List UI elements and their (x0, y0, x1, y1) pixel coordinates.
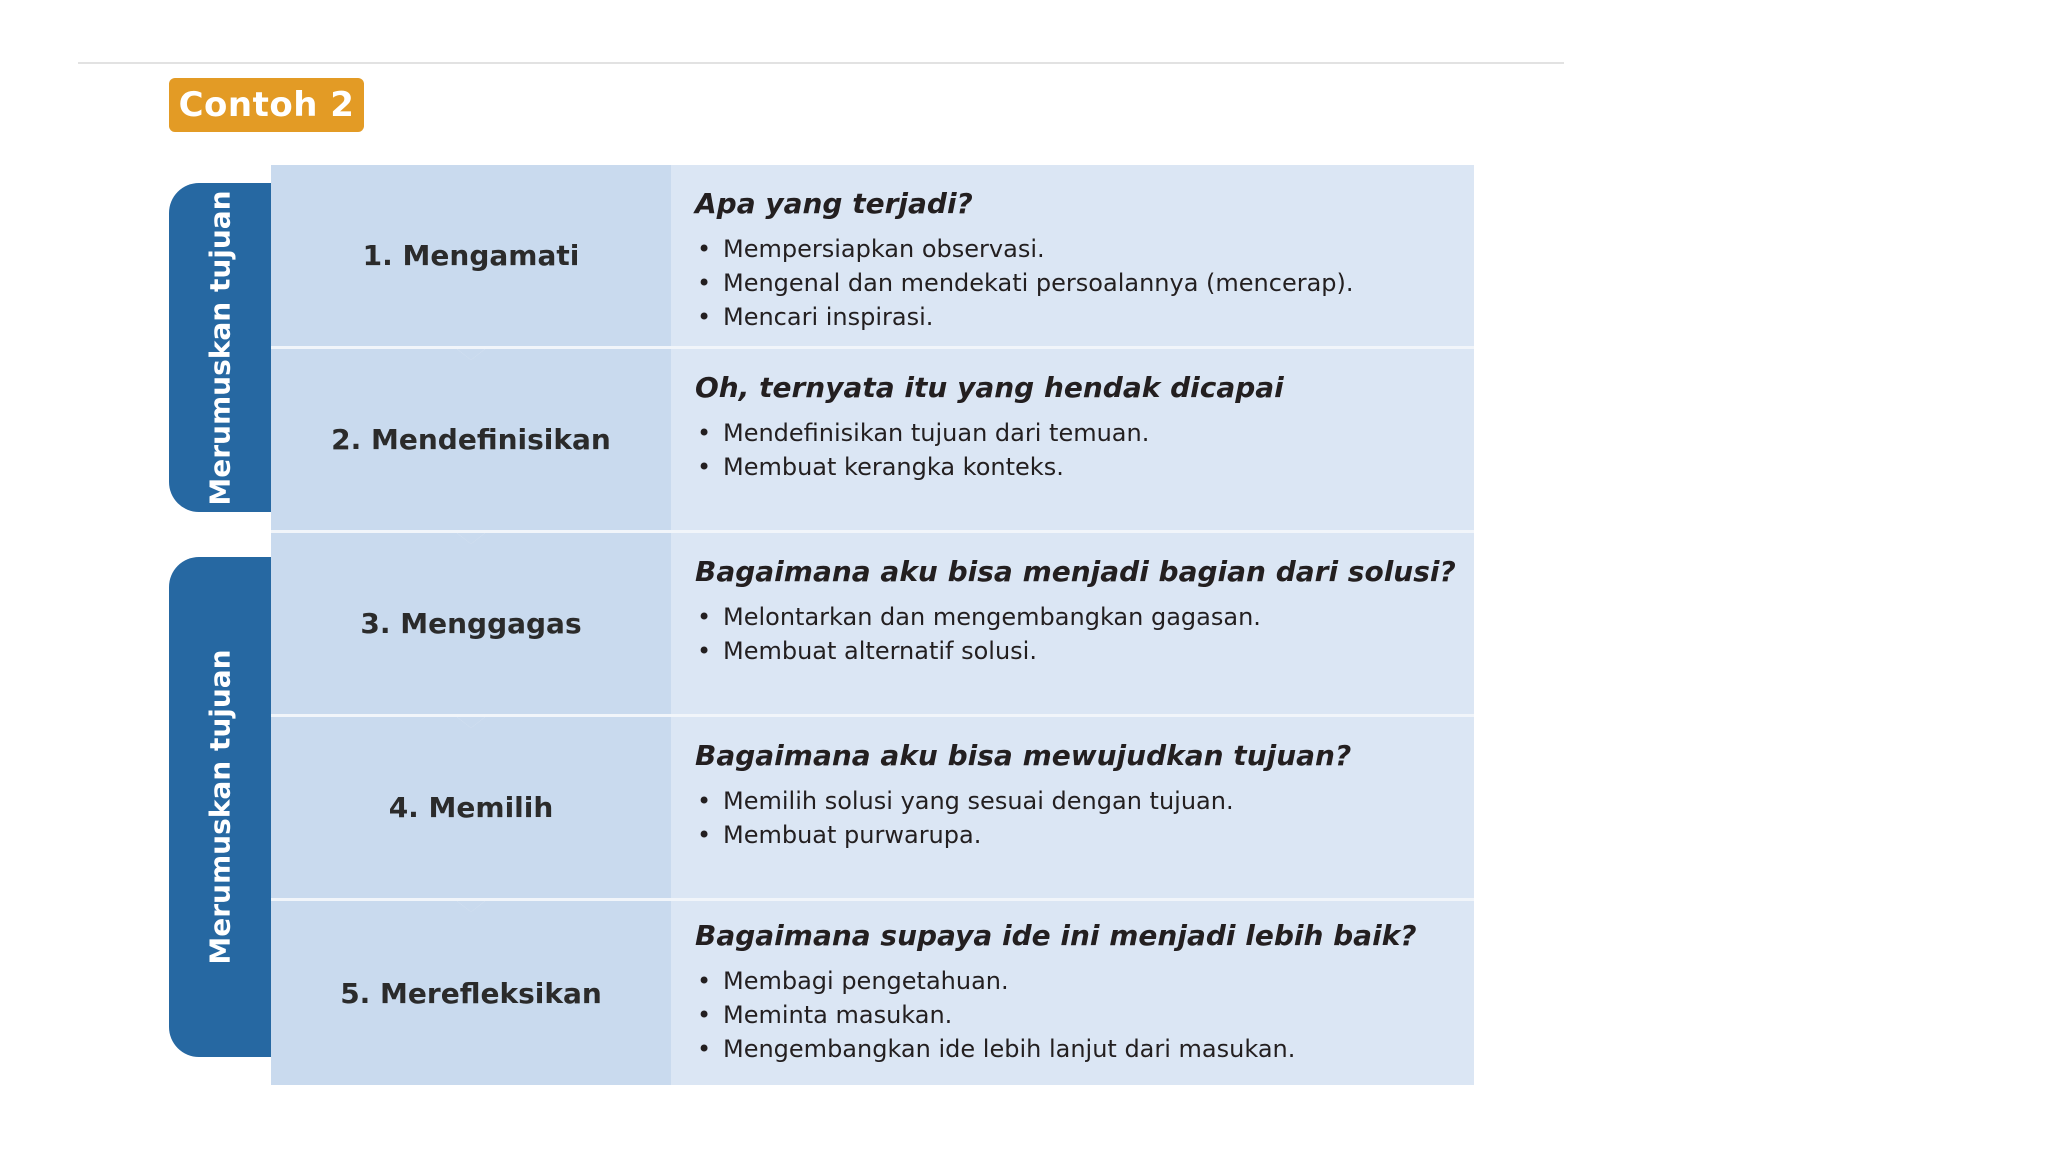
step-row-1 (271, 165, 1474, 346)
step-question: Apa yang terjadi? (695, 187, 973, 220)
down-arrow-notch-fill (457, 349, 485, 360)
bullet-item: • Meminta masukan. (695, 998, 1450, 1032)
step-description (671, 533, 1474, 714)
step-bullets (695, 600, 1450, 668)
step-bullets (695, 416, 1450, 484)
row-divider (271, 714, 1474, 717)
bullet-item: • Mengembangkan ide lebih lanjut dari masukan. (695, 1032, 1450, 1066)
bullet-item: • Memilih solusi yang sesuai dengan tujuan. (695, 784, 1450, 818)
down-arrow-notch-fill (457, 533, 485, 544)
row-divider (271, 346, 1474, 349)
down-arrow-notch-fill (457, 901, 485, 912)
step-description (671, 349, 1474, 530)
step-label: 2. Mendefinisikan (271, 349, 671, 530)
bullet-item: • Membuat purwarupa. (695, 818, 1450, 852)
bullet-item: • Mencari inspirasi. (695, 300, 1450, 334)
step-description (671, 165, 1474, 346)
bullet-item: • Mendefinisikan tujuan dari temuan. (695, 416, 1450, 450)
side-tab-label: Merumuskan tujuan (203, 649, 237, 965)
bullet-item: • Mengenal dan mendekati persoalannya (mencerap). (695, 266, 1450, 300)
bullet-item: • Membuat alternatif solusi. (695, 634, 1450, 668)
step-label: 4. Memilih (271, 717, 671, 898)
step-bullets (695, 232, 1450, 334)
step-bullets (695, 964, 1450, 1066)
step-question: Bagaimana supaya ide ini menjadi lebih baik? (695, 919, 1417, 952)
bullet-item: • Membagi pengetahuan. (695, 964, 1450, 998)
step-label: 5. Merefleksikan (271, 901, 671, 1085)
side-tab-label: Merumuskan tujuan (203, 189, 237, 506)
step-row-5 (271, 901, 1474, 1085)
step-description (671, 901, 1474, 1085)
step-question: Oh, ternyata itu yang hendak dicapai (695, 371, 1284, 404)
top-divider (78, 62, 1564, 64)
step-description (671, 717, 1474, 898)
side-tab-goal-2 (169, 557, 271, 1057)
step-label: 1. Mengamati (271, 165, 671, 346)
step-question: Bagaimana aku bisa mewujudkan tujuan? (695, 739, 1352, 772)
step-row-4 (271, 717, 1474, 898)
side-tab-goal-1 (169, 183, 271, 512)
row-divider (271, 898, 1474, 901)
step-row-2 (271, 349, 1474, 530)
step-bullets (695, 784, 1450, 852)
row-divider (271, 530, 1474, 533)
step-row-3 (271, 533, 1474, 714)
bullet-item: • Mempersiapkan observasi. (695, 232, 1450, 266)
bullet-item: • Melontarkan dan mengembangkan gagasan. (695, 600, 1450, 634)
step-question: Bagaimana aku bisa menjadi bagian dari solusi? (695, 555, 1456, 588)
example-badge: Contoh 2 (169, 78, 364, 132)
step-label: 3. Menggagas (271, 533, 671, 714)
bullet-item: • Membuat kerangka konteks. (695, 450, 1450, 484)
down-arrow-notch-fill (457, 717, 485, 728)
design-steps-table (271, 165, 1474, 1085)
